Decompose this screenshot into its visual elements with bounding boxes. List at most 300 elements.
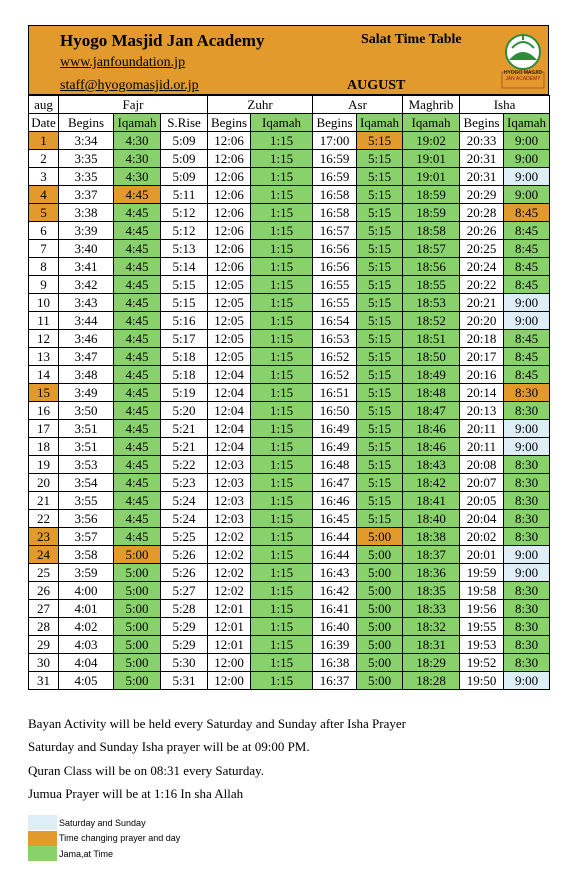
cell-zuhr-iqamah: 1:15 bbox=[251, 546, 313, 564]
cell-isha-begins: 20:29 bbox=[460, 186, 504, 204]
cell-sunrise: 5:21 bbox=[161, 420, 208, 438]
cell-fajr-begins: 3:58 bbox=[59, 546, 114, 564]
note-isha-weekend: Saturday and Sunday Isha prayer will be at 09:00 PM. bbox=[28, 739, 310, 755]
cell-zuhr-begins: 12:03 bbox=[208, 456, 251, 474]
cell-isha-begins: 20:07 bbox=[460, 474, 504, 492]
col-fajr-iqamah: Iqamah bbox=[114, 114, 161, 132]
cell-isha-iqamah: 8:30 bbox=[504, 636, 550, 654]
cell-fajr-iqamah: 5:00 bbox=[114, 546, 161, 564]
cell-asr-iqamah: 5:15 bbox=[357, 186, 403, 204]
cell-zuhr-iqamah: 1:15 bbox=[251, 654, 313, 672]
cell-fajr-begins: 4:05 bbox=[59, 672, 114, 690]
column-header-row bbox=[29, 114, 550, 132]
cell-maghrib-iqamah: 18:43 bbox=[403, 456, 460, 474]
cell-isha-begins: 20:13 bbox=[460, 402, 504, 420]
cell-asr-begins: 16:41 bbox=[313, 600, 357, 618]
cell-fajr-begins: 3:35 bbox=[59, 168, 114, 186]
cell-zuhr-iqamah: 1:15 bbox=[251, 492, 313, 510]
cell-zuhr-iqamah: 1:15 bbox=[251, 366, 313, 384]
cell-asr-begins: 16:48 bbox=[313, 456, 357, 474]
cell-isha-iqamah: 8:30 bbox=[504, 510, 550, 528]
legend-item-change bbox=[28, 831, 180, 847]
cell-fajr-begins: 3:53 bbox=[59, 456, 114, 474]
table-row bbox=[29, 366, 550, 384]
logo-caption bbox=[500, 70, 546, 82]
cell-zuhr-iqamah: 1:15 bbox=[251, 636, 313, 654]
cell-zuhr-begins: 12:01 bbox=[208, 618, 251, 636]
table-row bbox=[29, 276, 550, 294]
cell-date: 31 bbox=[29, 672, 59, 690]
cell-date: 29 bbox=[29, 636, 59, 654]
cell-asr-begins: 16:51 bbox=[313, 384, 357, 402]
cell-fajr-iqamah: 4:45 bbox=[114, 276, 161, 294]
cell-zuhr-begins: 12:05 bbox=[208, 294, 251, 312]
cell-isha-iqamah: 8:45 bbox=[504, 258, 550, 276]
cell-sunrise: 5:15 bbox=[161, 276, 208, 294]
cell-isha-begins: 19:52 bbox=[460, 654, 504, 672]
cell-isha-begins: 20:31 bbox=[460, 150, 504, 168]
cell-fajr-iqamah: 5:00 bbox=[114, 564, 161, 582]
cell-asr-begins: 16:57 bbox=[313, 222, 357, 240]
cell-isha-begins: 20:28 bbox=[460, 204, 504, 222]
cell-isha-iqamah: 8:45 bbox=[504, 222, 550, 240]
cell-zuhr-begins: 12:03 bbox=[208, 510, 251, 528]
cell-zuhr-iqamah: 1:15 bbox=[251, 276, 313, 294]
cell-asr-iqamah: 5:15 bbox=[357, 510, 403, 528]
cell-isha-begins: 20:17 bbox=[460, 348, 504, 366]
cell-asr-begins: 17:00 bbox=[313, 132, 357, 150]
cell-fajr-begins: 3:46 bbox=[59, 330, 114, 348]
cell-asr-iqamah: 5:00 bbox=[357, 582, 403, 600]
cell-sunrise: 5:21 bbox=[161, 438, 208, 456]
table-row bbox=[29, 528, 550, 546]
cell-isha-begins: 20:31 bbox=[460, 168, 504, 186]
cell-asr-iqamah: 5:15 bbox=[357, 150, 403, 168]
cell-asr-iqamah: 5:00 bbox=[357, 618, 403, 636]
cell-isha-iqamah: 8:30 bbox=[504, 582, 550, 600]
cell-isha-begins: 19:53 bbox=[460, 636, 504, 654]
cell-date: 3 bbox=[29, 168, 59, 186]
cell-maghrib-iqamah: 18:59 bbox=[403, 204, 460, 222]
cell-fajr-iqamah: 5:00 bbox=[114, 600, 161, 618]
cell-sunrise: 5:20 bbox=[161, 402, 208, 420]
table-row bbox=[29, 456, 550, 474]
cell-sunrise: 5:09 bbox=[161, 150, 208, 168]
cell-maghrib-iqamah: 18:48 bbox=[403, 384, 460, 402]
cell-isha-begins: 20:11 bbox=[460, 438, 504, 456]
cell-date: 10 bbox=[29, 294, 59, 312]
cell-isha-iqamah: 9:00 bbox=[504, 546, 550, 564]
cell-zuhr-begins: 12:04 bbox=[208, 384, 251, 402]
cell-asr-iqamah: 5:15 bbox=[357, 402, 403, 420]
cell-maghrib-iqamah: 19:01 bbox=[403, 150, 460, 168]
cell-fajr-iqamah: 4:45 bbox=[114, 474, 161, 492]
cell-asr-iqamah: 5:15 bbox=[357, 330, 403, 348]
cell-isha-begins: 20:18 bbox=[460, 330, 504, 348]
cell-fajr-begins: 4:01 bbox=[59, 600, 114, 618]
cell-maghrib-iqamah: 19:02 bbox=[403, 132, 460, 150]
cell-fajr-begins: 3:43 bbox=[59, 294, 114, 312]
cell-asr-begins: 16:55 bbox=[313, 276, 357, 294]
cell-zuhr-iqamah: 1:15 bbox=[251, 474, 313, 492]
cell-maghrib-iqamah: 18:32 bbox=[403, 618, 460, 636]
cell-date: 8 bbox=[29, 258, 59, 276]
cell-isha-begins: 20:04 bbox=[460, 510, 504, 528]
cell-asr-begins: 16:39 bbox=[313, 636, 357, 654]
website-link[interactable]: www.janfoundation.jp bbox=[60, 55, 186, 70]
cell-zuhr-begins: 12:06 bbox=[208, 204, 251, 222]
cell-zuhr-iqamah: 1:15 bbox=[251, 186, 313, 204]
cell-fajr-iqamah: 4:45 bbox=[114, 240, 161, 258]
cell-zuhr-begins: 12:06 bbox=[208, 132, 251, 150]
cell-date: 1 bbox=[29, 132, 59, 150]
cell-fajr-begins: 4:04 bbox=[59, 654, 114, 672]
cell-isha-iqamah: 9:00 bbox=[504, 132, 550, 150]
cell-isha-iqamah: 8:30 bbox=[504, 654, 550, 672]
legend-swatch-change bbox=[28, 831, 57, 846]
cell-fajr-iqamah: 4:45 bbox=[114, 258, 161, 276]
cell-sunrise: 5:18 bbox=[161, 348, 208, 366]
cell-asr-begins: 16:45 bbox=[313, 510, 357, 528]
cell-asr-begins: 16:49 bbox=[313, 438, 357, 456]
cell-zuhr-iqamah: 1:15 bbox=[251, 510, 313, 528]
table-row bbox=[29, 132, 550, 150]
cell-asr-begins: 16:37 bbox=[313, 672, 357, 690]
cell-fajr-begins: 4:02 bbox=[59, 618, 114, 636]
notes-section bbox=[28, 712, 406, 805]
cell-zuhr-iqamah: 1:15 bbox=[251, 456, 313, 474]
cell-fajr-begins: 4:03 bbox=[59, 636, 114, 654]
cell-isha-iqamah: 8:45 bbox=[504, 348, 550, 366]
cell-isha-iqamah: 8:45 bbox=[504, 276, 550, 294]
cell-zuhr-begins: 12:01 bbox=[208, 636, 251, 654]
table-row bbox=[29, 240, 550, 258]
cell-date: 22 bbox=[29, 510, 59, 528]
cell-fajr-iqamah: 4:45 bbox=[114, 510, 161, 528]
cell-fajr-iqamah: 4:45 bbox=[114, 528, 161, 546]
cell-isha-begins: 19:58 bbox=[460, 582, 504, 600]
cell-isha-begins: 19:56 bbox=[460, 600, 504, 618]
cell-sunrise: 5:26 bbox=[161, 564, 208, 582]
cell-fajr-iqamah: 4:45 bbox=[114, 312, 161, 330]
cell-sunrise: 5:14 bbox=[161, 258, 208, 276]
cell-date: 9 bbox=[29, 276, 59, 294]
cell-zuhr-iqamah: 1:15 bbox=[251, 348, 313, 366]
cell-sunrise: 5:18 bbox=[161, 366, 208, 384]
cell-sunrise: 5:24 bbox=[161, 510, 208, 528]
group-header-fajr: Fajr bbox=[59, 96, 208, 114]
col-asr-iqamah: Iqamah bbox=[357, 114, 403, 132]
table-row bbox=[29, 384, 550, 402]
cell-zuhr-iqamah: 1:15 bbox=[251, 258, 313, 276]
group-header-maghrib: Maghrib bbox=[403, 96, 460, 114]
cell-zuhr-iqamah: 1:15 bbox=[251, 438, 313, 456]
cell-asr-begins: 16:58 bbox=[313, 186, 357, 204]
cell-sunrise: 5:26 bbox=[161, 546, 208, 564]
cell-zuhr-iqamah: 1:15 bbox=[251, 564, 313, 582]
cell-asr-iqamah: 5:15 bbox=[357, 276, 403, 294]
table-row bbox=[29, 204, 550, 222]
cell-asr-begins: 16:59 bbox=[313, 168, 357, 186]
note-quran-class: Quran Class will be on 08:31 every Saturday. bbox=[28, 762, 264, 778]
cell-sunrise: 5:27 bbox=[161, 582, 208, 600]
cell-fajr-iqamah: 4:45 bbox=[114, 186, 161, 204]
cell-isha-iqamah: 9:00 bbox=[504, 294, 550, 312]
cell-date: 19 bbox=[29, 456, 59, 474]
col-zuhr-begins: Begins bbox=[208, 114, 251, 132]
cell-zuhr-begins: 12:00 bbox=[208, 672, 251, 690]
cell-sunrise: 5:13 bbox=[161, 240, 208, 258]
cell-fajr-iqamah: 4:45 bbox=[114, 438, 161, 456]
email-link[interactable]: staff@hyogomasjid.or.jp bbox=[60, 78, 199, 93]
cell-asr-iqamah: 5:15 bbox=[357, 312, 403, 330]
table-row bbox=[29, 420, 550, 438]
table-row bbox=[29, 672, 550, 690]
cell-zuhr-iqamah: 1:15 bbox=[251, 672, 313, 690]
cell-maghrib-iqamah: 18:53 bbox=[403, 294, 460, 312]
cell-fajr-begins: 3:54 bbox=[59, 474, 114, 492]
cell-zuhr-begins: 12:06 bbox=[208, 258, 251, 276]
cell-zuhr-begins: 12:06 bbox=[208, 222, 251, 240]
col-date: Date bbox=[29, 114, 59, 132]
table-row bbox=[29, 600, 550, 618]
cell-fajr-begins: 3:59 bbox=[59, 564, 114, 582]
logo-caption-line2: JAN ACADEMY bbox=[505, 76, 541, 82]
cell-sunrise: 5:29 bbox=[161, 636, 208, 654]
table-row bbox=[29, 582, 550, 600]
cell-fajr-iqamah: 4:45 bbox=[114, 492, 161, 510]
cell-zuhr-iqamah: 1:15 bbox=[251, 132, 313, 150]
cell-zuhr-iqamah: 1:15 bbox=[251, 294, 313, 312]
col-isha-iqamah: Iqamah bbox=[504, 114, 550, 132]
cell-asr-iqamah: 5:15 bbox=[357, 240, 403, 258]
cell-zuhr-begins: 12:04 bbox=[208, 420, 251, 438]
legend-item-weekend bbox=[28, 815, 180, 831]
cell-date: 12 bbox=[29, 330, 59, 348]
table-row bbox=[29, 636, 550, 654]
cell-sunrise: 5:12 bbox=[161, 204, 208, 222]
table-row bbox=[29, 150, 550, 168]
cell-isha-iqamah: 9:00 bbox=[504, 312, 550, 330]
cell-maghrib-iqamah: 18:55 bbox=[403, 276, 460, 294]
cell-asr-begins: 16:44 bbox=[313, 528, 357, 546]
table-row bbox=[29, 618, 550, 636]
logo-caption-line1: HYOGO MASJID bbox=[503, 70, 543, 76]
cell-maghrib-iqamah: 18:28 bbox=[403, 672, 460, 690]
cell-zuhr-begins: 12:04 bbox=[208, 366, 251, 384]
cell-zuhr-iqamah: 1:15 bbox=[251, 384, 313, 402]
cell-date: 18 bbox=[29, 438, 59, 456]
cell-maghrib-iqamah: 18:50 bbox=[403, 348, 460, 366]
table-row bbox=[29, 222, 550, 240]
col-maghrib-iqamah: Iqamah bbox=[403, 114, 460, 132]
cell-asr-begins: 16:46 bbox=[313, 492, 357, 510]
cell-date: 11 bbox=[29, 312, 59, 330]
col-isha-begins: Begins bbox=[460, 114, 504, 132]
cell-zuhr-begins: 12:04 bbox=[208, 402, 251, 420]
cell-zuhr-begins: 12:01 bbox=[208, 600, 251, 618]
cell-isha-iqamah: 8:30 bbox=[504, 600, 550, 618]
cell-isha-iqamah: 9:00 bbox=[504, 564, 550, 582]
cell-zuhr-iqamah: 1:15 bbox=[251, 600, 313, 618]
cell-isha-begins: 20:02 bbox=[460, 528, 504, 546]
cell-maghrib-iqamah: 18:47 bbox=[403, 402, 460, 420]
org-name: Hyogo Masjid Jan Academy bbox=[60, 31, 265, 50]
cell-zuhr-iqamah: 1:15 bbox=[251, 618, 313, 636]
cell-isha-begins: 20:16 bbox=[460, 366, 504, 384]
cell-asr-begins: 16:40 bbox=[313, 618, 357, 636]
legend-swatch-jamaat bbox=[28, 846, 57, 861]
cell-asr-begins: 16:43 bbox=[313, 564, 357, 582]
cell-asr-begins: 16:59 bbox=[313, 150, 357, 168]
cell-sunrise: 5:15 bbox=[161, 294, 208, 312]
cell-isha-begins: 20:21 bbox=[460, 294, 504, 312]
cell-zuhr-begins: 12:06 bbox=[208, 240, 251, 258]
cell-asr-iqamah: 5:15 bbox=[357, 204, 403, 222]
cell-isha-begins: 20:33 bbox=[460, 132, 504, 150]
doc-title: Salat Time Table bbox=[361, 32, 462, 47]
cell-zuhr-iqamah: 1:15 bbox=[251, 582, 313, 600]
cell-date: 14 bbox=[29, 366, 59, 384]
cell-zuhr-begins: 12:04 bbox=[208, 438, 251, 456]
cell-sunrise: 5:09 bbox=[161, 168, 208, 186]
cell-maghrib-iqamah: 18:46 bbox=[403, 438, 460, 456]
table-row bbox=[29, 168, 550, 186]
cell-maghrib-iqamah: 18:56 bbox=[403, 258, 460, 276]
cell-date: 27 bbox=[29, 600, 59, 618]
table-row bbox=[29, 258, 550, 276]
cell-maghrib-iqamah: 19:01 bbox=[403, 168, 460, 186]
note-bayan: Bayan Activity will be held every Saturday and Sunday after Isha Prayer bbox=[28, 716, 406, 731]
group-header-row bbox=[29, 96, 550, 114]
cell-fajr-begins: 3:44 bbox=[59, 312, 114, 330]
cell-maghrib-iqamah: 18:42 bbox=[403, 474, 460, 492]
cell-asr-begins: 16:53 bbox=[313, 330, 357, 348]
col-sunrise: S.Rise bbox=[161, 114, 208, 132]
cell-asr-iqamah: 5:15 bbox=[357, 438, 403, 456]
cell-fajr-begins: 3:48 bbox=[59, 366, 114, 384]
cell-maghrib-iqamah: 18:35 bbox=[403, 582, 460, 600]
cell-zuhr-iqamah: 1:15 bbox=[251, 420, 313, 438]
cell-date: 23 bbox=[29, 528, 59, 546]
cell-isha-iqamah: 8:30 bbox=[504, 402, 550, 420]
cell-maghrib-iqamah: 18:52 bbox=[403, 312, 460, 330]
cell-maghrib-iqamah: 18:57 bbox=[403, 240, 460, 258]
cell-asr-iqamah: 5:15 bbox=[357, 348, 403, 366]
cell-asr-iqamah: 5:00 bbox=[357, 546, 403, 564]
cell-fajr-iqamah: 4:45 bbox=[114, 402, 161, 420]
cell-date: 26 bbox=[29, 582, 59, 600]
cell-fajr-iqamah: 4:30 bbox=[114, 132, 161, 150]
cell-sunrise: 5:17 bbox=[161, 330, 208, 348]
cell-zuhr-begins: 12:00 bbox=[208, 654, 251, 672]
cell-isha-iqamah: 8:45 bbox=[504, 204, 550, 222]
group-header-month: aug bbox=[29, 96, 59, 114]
cell-zuhr-begins: 12:06 bbox=[208, 186, 251, 204]
cell-asr-begins: 16:52 bbox=[313, 366, 357, 384]
group-header-isha: Isha bbox=[460, 96, 550, 114]
cell-fajr-iqamah: 5:00 bbox=[114, 618, 161, 636]
cell-sunrise: 5:12 bbox=[161, 222, 208, 240]
color-legend bbox=[28, 815, 180, 862]
legend-label-change: Time changing prayer and day bbox=[59, 833, 181, 844]
note-jumua: Jumua Prayer will be at 1:16 In sha Allah bbox=[28, 785, 244, 801]
cell-date: 15 bbox=[29, 384, 59, 402]
cell-sunrise: 5:19 bbox=[161, 384, 208, 402]
cell-asr-begins: 16:44 bbox=[313, 546, 357, 564]
cell-asr-iqamah: 5:15 bbox=[357, 456, 403, 474]
cell-date: 21 bbox=[29, 492, 59, 510]
cell-zuhr-begins: 12:06 bbox=[208, 168, 251, 186]
cell-fajr-begins: 3:38 bbox=[59, 204, 114, 222]
cell-isha-iqamah: 8:45 bbox=[504, 330, 550, 348]
cell-sunrise: 5:25 bbox=[161, 528, 208, 546]
cell-sunrise: 5:09 bbox=[161, 132, 208, 150]
cell-zuhr-begins: 12:02 bbox=[208, 528, 251, 546]
cell-sunrise: 5:24 bbox=[161, 492, 208, 510]
legend-swatch-weekend bbox=[28, 815, 57, 830]
cell-fajr-iqamah: 4:30 bbox=[114, 150, 161, 168]
cell-zuhr-iqamah: 1:15 bbox=[251, 312, 313, 330]
cell-isha-iqamah: 9:00 bbox=[504, 168, 550, 186]
cell-asr-iqamah: 5:15 bbox=[357, 366, 403, 384]
cell-asr-begins: 16:38 bbox=[313, 654, 357, 672]
cell-date: 4 bbox=[29, 186, 59, 204]
cell-zuhr-begins: 12:05 bbox=[208, 348, 251, 366]
cell-date: 5 bbox=[29, 204, 59, 222]
cell-isha-iqamah: 9:00 bbox=[504, 438, 550, 456]
cell-zuhr-iqamah: 1:15 bbox=[251, 528, 313, 546]
cell-date: 28 bbox=[29, 618, 59, 636]
cell-isha-begins: 20:22 bbox=[460, 276, 504, 294]
cell-isha-iqamah: 9:00 bbox=[504, 150, 550, 168]
cell-asr-iqamah: 5:15 bbox=[357, 222, 403, 240]
cell-date: 25 bbox=[29, 564, 59, 582]
col-fajr-begins: Begins bbox=[59, 114, 114, 132]
cell-isha-begins: 20:25 bbox=[460, 240, 504, 258]
cell-date: 7 bbox=[29, 240, 59, 258]
cell-zuhr-iqamah: 1:15 bbox=[251, 168, 313, 186]
table-row bbox=[29, 402, 550, 420]
cell-maghrib-iqamah: 18:51 bbox=[403, 330, 460, 348]
cell-isha-iqamah: 8:45 bbox=[504, 366, 550, 384]
cell-fajr-iqamah: 4:30 bbox=[114, 168, 161, 186]
cell-isha-iqamah: 8:30 bbox=[504, 492, 550, 510]
cell-maghrib-iqamah: 18:37 bbox=[403, 546, 460, 564]
month-label: AUGUST bbox=[347, 78, 406, 93]
cell-fajr-iqamah: 5:00 bbox=[114, 582, 161, 600]
cell-isha-begins: 20:20 bbox=[460, 312, 504, 330]
cell-fajr-iqamah: 4:45 bbox=[114, 348, 161, 366]
cell-asr-begins: 16:56 bbox=[313, 258, 357, 276]
cell-isha-iqamah: 8:45 bbox=[504, 240, 550, 258]
cell-date: 24 bbox=[29, 546, 59, 564]
cell-zuhr-iqamah: 1:15 bbox=[251, 402, 313, 420]
table-row bbox=[29, 546, 550, 564]
cell-fajr-begins: 3:55 bbox=[59, 492, 114, 510]
cell-maghrib-iqamah: 18:38 bbox=[403, 528, 460, 546]
table-row bbox=[29, 510, 550, 528]
cell-fajr-begins: 3:49 bbox=[59, 384, 114, 402]
cell-fajr-begins: 3:42 bbox=[59, 276, 114, 294]
cell-zuhr-begins: 12:05 bbox=[208, 312, 251, 330]
cell-fajr-iqamah: 5:00 bbox=[114, 636, 161, 654]
cell-zuhr-iqamah: 1:15 bbox=[251, 330, 313, 348]
cell-fajr-iqamah: 4:45 bbox=[114, 294, 161, 312]
cell-fajr-begins: 3:51 bbox=[59, 420, 114, 438]
cell-sunrise: 5:28 bbox=[161, 600, 208, 618]
cell-date: 30 bbox=[29, 654, 59, 672]
